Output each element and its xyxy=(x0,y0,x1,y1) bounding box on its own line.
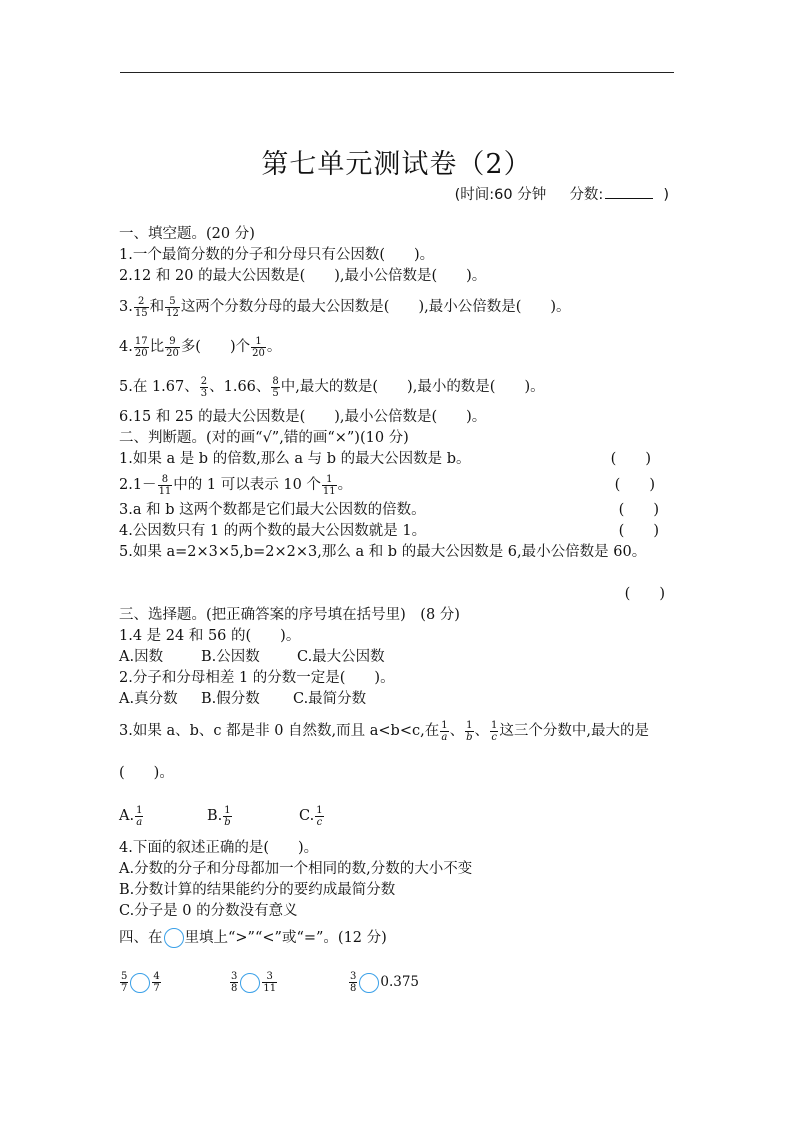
section-heading-choice: 三、选择题。(把正确答案的序号填在括号里) (8 分) xyxy=(119,607,460,623)
option-c[interactable]: C.最大公因数 xyxy=(297,649,385,665)
question-1-3: 3. $\frac{2}{15}$ 和 $\frac{5}{12}$ 这两个分数分母的最大公因数是( ),最小公倍数是( )。 xyxy=(119,295,571,319)
option-c[interactable]: C.分子是 0 的分数没有意义 xyxy=(119,903,298,919)
exam-content xyxy=(119,224,679,1002)
answer-paren[interactable]: ( ) xyxy=(610,451,651,467)
compare-item-2: $\frac{3}{8}$ $\frac{3}{11}$ xyxy=(231,971,277,994)
question-2-5-answer-row xyxy=(119,563,679,605)
answer-circle[interactable] xyxy=(359,973,379,993)
question-3-1: 1.4 是 24 和 56 的( )。 xyxy=(119,628,301,644)
answer-paren[interactable]: ( ) xyxy=(618,523,659,539)
exam-meta xyxy=(455,183,669,204)
question-2-2: 2.1－ $\frac{8}{11}$ 中的 1 可以表示 10 个 $\frac{1}{11}$ 。 ( ) xyxy=(119,470,679,500)
question-2-4: 4.公因数只有 1 的两个数的最大公因数就是 1。 ( ) xyxy=(119,521,679,542)
option-b[interactable]: B.分数计算的结果能约分的要约成最简分数 xyxy=(119,882,396,898)
fraction: $\frac{8}{11}$ xyxy=(158,473,172,497)
question-1-5: 5.在 1.67、 $\frac{2}{3}$ 、1.66、 $\frac{8}{5}$ 中,最大的数是( ),最小的数是( )。 xyxy=(119,375,545,399)
fraction: $\frac{2}{3}$ xyxy=(200,375,208,399)
question-3-3: 3.如果 a、b、c 都是非 0 自然数,而且 a<b<c,在 $\frac{1}{a}$ 、 $\frac{1}{b}$ 、 $\frac{1}{c}$ 这三个分数中,最大的是 xyxy=(119,719,649,743)
question-2-3: 3.a 和 b 这两个数都是它们最大公因数的倍数。 ( ) xyxy=(119,500,679,521)
option-b[interactable]: B. $\frac{1}{b}$ xyxy=(207,804,231,828)
option-a[interactable]: A.分数的分子和分母都加一个相同的数,分数的大小不变 xyxy=(119,861,473,877)
page-title: 第七单元测试卷（2） xyxy=(261,149,532,180)
fraction: $\frac{1}{a}$ xyxy=(441,719,448,743)
score-blank[interactable] xyxy=(605,184,653,199)
compare-row xyxy=(119,962,679,1002)
compare-item-1: $\frac{5}{7}$ $\frac{4}{7}$ xyxy=(121,971,160,994)
fraction: $\frac{9}{20}$ xyxy=(166,335,179,359)
question-3-3-answer: ( )。 xyxy=(119,765,174,781)
question-2-1: 1.如果 a 是 b 的倍数,那么 a 与 b 的最大公因数是 b。 ( ) xyxy=(119,449,679,470)
fraction: $\frac{5}{12}$ xyxy=(166,295,179,319)
fraction: $\frac{1}{b}$ xyxy=(466,719,473,743)
option-b[interactable]: B.公因数 xyxy=(201,649,260,665)
answer-paren[interactable]: ( ) xyxy=(624,586,665,602)
section-heading-judge: 二、判断题。(对的画“√”,错的画“×”)(10 分) xyxy=(119,430,409,446)
answer-circle[interactable] xyxy=(240,973,260,993)
question-3-4: 4.下面的叙述正确的是( )。 xyxy=(119,840,319,856)
question-3-1-options xyxy=(119,647,679,668)
option-a[interactable]: A. $\frac{1}{a}$ xyxy=(119,804,143,828)
question-1-2: 2.12 和 20 的最大公因数是( ),最小公倍数是( )。 xyxy=(119,268,487,284)
question-2-5: 5.如果 a=2×3×5,b=2×2×3,那么 a 和 b 的最大公因数是 6,最小公倍数是 60。 xyxy=(119,544,647,560)
compare-item-3: $\frac{3}{8}$ 0.375 xyxy=(350,971,420,994)
answer-paren[interactable]: ( ) xyxy=(614,477,655,493)
option-b[interactable]: B.假分数 xyxy=(201,691,260,707)
time-label: (时间:60 分钟 xyxy=(454,187,547,203)
question-1-4: 4. $\frac{17}{20}$ 比 $\frac{9}{20}$ 多( )个 $\frac{1}{20}$ 。 xyxy=(119,335,282,359)
answer-circle[interactable] xyxy=(130,973,150,993)
question-1-1: 1.一个最简分数的分子和分母只有公因数( )。 xyxy=(119,247,435,263)
option-a[interactable]: A.因数 xyxy=(119,649,164,665)
question-3-2: 2.分子和分母相差 1 的分数一定是( )。 xyxy=(119,670,395,686)
fraction: $\frac{1}{20}$ xyxy=(252,335,265,359)
fraction: $\frac{1}{11}$ xyxy=(322,473,336,497)
option-a[interactable]: A.真分数 xyxy=(119,691,178,707)
header-rule xyxy=(120,72,674,73)
option-c[interactable]: C.最简分数 xyxy=(293,691,367,707)
question-1-6: 6.15 和 25 的最大公因数是( ),最小公倍数是( )。 xyxy=(119,409,487,425)
circle-icon xyxy=(164,928,184,948)
fraction: $\frac{2}{15}$ xyxy=(134,295,148,319)
meta-close: ) xyxy=(663,187,669,203)
question-3-2-options xyxy=(119,689,679,710)
section-heading-fill: 一、填空题。(20 分) xyxy=(119,226,255,242)
fraction: $\frac{8}{5}$ xyxy=(272,375,279,399)
question-3-3-options xyxy=(119,794,679,838)
fraction: $\frac{17}{20}$ xyxy=(134,335,148,359)
answer-paren[interactable]: ( ) xyxy=(618,502,659,518)
fraction: $\frac{1}{c}$ xyxy=(491,719,498,743)
score-label: 分数: xyxy=(569,187,604,203)
section-heading-compare: 四、在 里填上“>”“<”或“=”。(12 分) xyxy=(119,930,387,946)
option-c[interactable]: C. $\frac{1}{c}$ xyxy=(299,804,323,828)
